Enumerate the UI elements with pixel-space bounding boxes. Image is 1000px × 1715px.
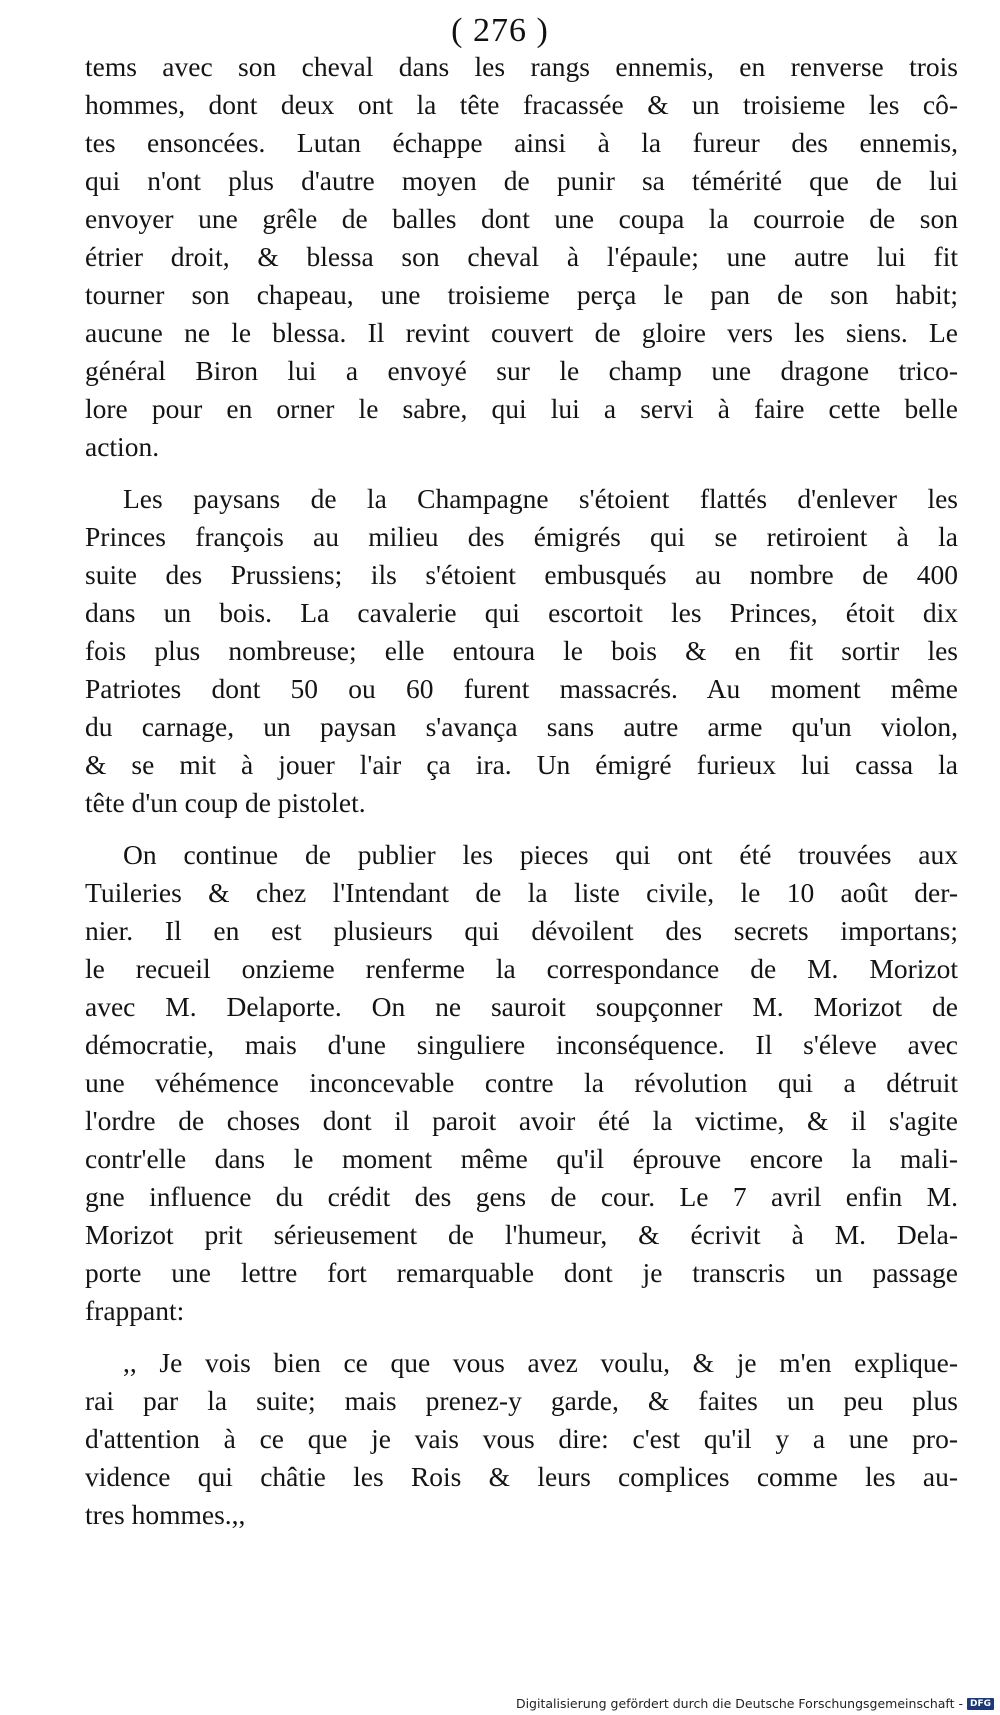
paragraph-4: [85, 1344, 958, 1534]
text-line: action.: [85, 431, 160, 462]
text-line: Princes françois au milieu des émigrés qui se retiroient à la: [85, 521, 958, 552]
text-line: une véhémence inconcevable contre la révolution qui a détruit: [85, 1067, 958, 1098]
digitization-credit: [516, 1696, 994, 1711]
dfg-logo-icon: DFG: [967, 1698, 994, 1710]
text-line: contr'elle dans le moment même qu'il éprouve encore la mali-: [85, 1143, 958, 1174]
paragraph-1: [85, 48, 958, 466]
text-line: d'attention à ce que je vais vous dire: c'est qu'il y a une pro-: [85, 1423, 958, 1454]
text-line: étrier droit, & blessa son cheval à l'épaule; une autre lui fit: [85, 241, 958, 272]
text-line: tourner son chapeau, une troisieme perça le pan de son habit;: [85, 279, 958, 310]
text-line: envoyer une grêle de balles dont une coupa la courroie de son: [85, 203, 958, 234]
text-line: rai par la suite; mais prenez-y garde, & faites un peu plus: [85, 1385, 958, 1416]
text-line: avec M. Delaporte. On ne sauroit soupçonner M. Morizot de: [85, 991, 958, 1022]
text-line: Les paysans de la Champagne s'étoient flattés d'enlever les: [123, 483, 958, 514]
text-line: tres hommes.,,: [85, 1499, 246, 1530]
text-line: aucune ne le blessa. Il revint couvert de gloire vers les siens. Le: [85, 317, 958, 348]
text-line: fois plus nombreuse; elle entoura le bois & en fit sortir les: [85, 635, 958, 666]
text-line: vidence qui châtie les Rois & leurs complices comme les au-: [85, 1461, 958, 1492]
credit-text: Digitalisierung gefördert durch die Deutsche Forschungsgemeinschaft -: [515, 1696, 963, 1711]
text-line: du carnage, un paysan s'avança sans autre arme qu'un violon,: [85, 711, 958, 742]
text-line: Patriotes dont 50 ou 60 furent massacrés. Au moment même: [85, 673, 958, 704]
text-line: tête d'un coup de pistolet.: [85, 787, 366, 818]
paragraph-3: [85, 836, 958, 1330]
text-line: gne influence du crédit des gens de cour. Le 7 avril enfin M.: [85, 1181, 958, 1212]
text-line: Morizot prit sérieusement de l'humeur, & écrivit à M. Dela-: [85, 1219, 958, 1250]
text-line: démocratie, mais d'une singuliere inconséquence. Il s'éleve avec: [85, 1029, 958, 1060]
text-line: ,, Je vois bien ce que vous avez voulu, & je m'en explique-: [123, 1347, 958, 1378]
text-line: général Biron lui a envoyé sur le champ une dragone trico-: [85, 355, 958, 386]
paragraph-2: [85, 480, 958, 822]
text-line: suite des Prussiens; ils s'étoient embusqués au nombre de 400: [85, 559, 958, 590]
body-text: [85, 48, 958, 1534]
text-line: tes ensoncées. Lutan échappe ainsi à la fureur des ennemis,: [85, 127, 958, 158]
text-line: l'ordre de choses dont il paroit avoir été la victime, & il s'agite: [85, 1105, 958, 1136]
text-line: hommes, dont deux ont la tête fracassée & un troisieme les cô-: [85, 89, 958, 120]
text-line: Tuileries & chez l'Intendant de la liste civile, le 10 août der-: [85, 877, 958, 908]
text-line: nier. Il en est plusieurs qui dévoilent des secrets importans;: [85, 915, 958, 946]
text-line: & se mit à jouer l'air ça ira. Un émigré furieux lui cassa la: [85, 749, 958, 780]
text-line: frappant:: [85, 1295, 185, 1326]
text-line: tems avec son cheval dans les rangs ennemis, en renverse trois: [85, 51, 958, 82]
text-line: lore pour en orner le sabre, qui lui a servi à faire cette belle: [85, 393, 958, 424]
text-line: qui n'ont plus d'autre moyen de punir sa témérité que de lui: [85, 165, 958, 196]
text-line: dans un bois. La cavalerie qui escortoit les Princes, étoit dix: [85, 597, 958, 628]
text-line: le recueil onzieme renferme la correspondance de M. Morizot: [85, 953, 958, 984]
text-line: porte une lettre fort remarquable dont je transcris un passage: [85, 1257, 958, 1288]
text-line: On continue de publier les pieces qui ont été trouvées aux: [123, 839, 958, 870]
page-number: ( 276 ): [451, 12, 549, 49]
